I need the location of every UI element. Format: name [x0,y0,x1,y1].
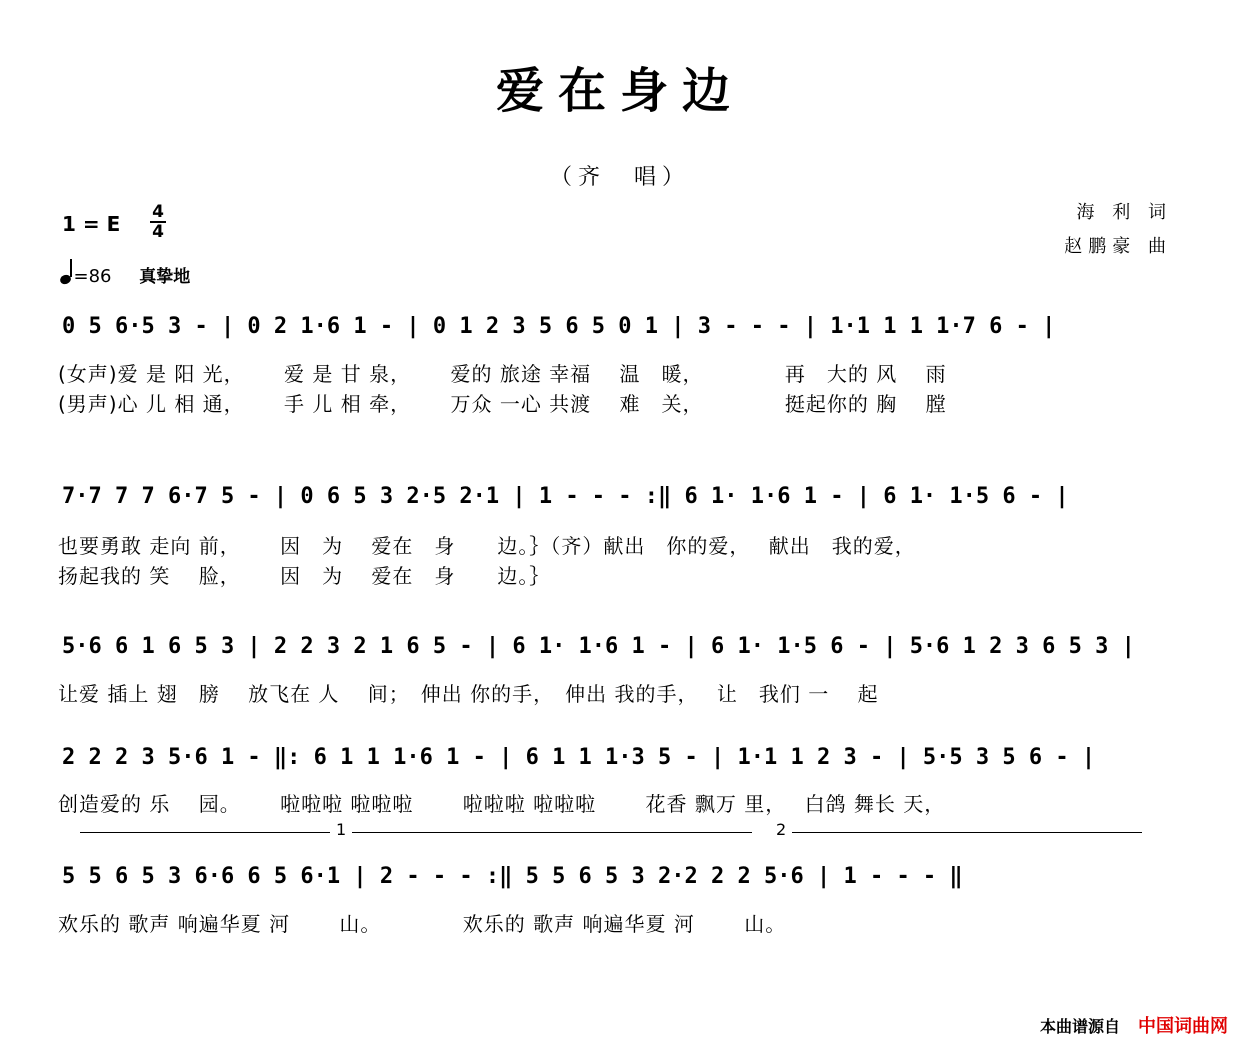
volta-2-label: 2 [776,820,787,839]
staff-4-notes: 2 2 2 3 5·6 1 - ‖: 6 1 1 1·6 1 - | 6 1 1 1·3 5 - | 1·1 1 2 3 - | 5·5 3 5 6 - | [62,745,1096,770]
expression-marking: 真挚地 [139,267,191,287]
staff-1-lyrics-verse-1: (女声)爱 是 阳 光， 爱 是 甘 泉， 爱的 旅途 幸福 温 暖， 再 大的 风 雨 [58,362,947,386]
song-title: 爱在身边 [495,63,744,119]
performance-mode: （齐 唱） [549,165,690,190]
site-name: 中国词曲网 [1138,1016,1228,1037]
staff-5-lyrics: 欢乐的 歌声 响遍华夏 河 山。 欢乐的 歌声 响遍华夏 河 山。 [58,912,787,936]
staff-1-lyrics-verse-2: (男声)心 儿 相 通， 手 儿 相 牵， 万众 一心 共渡 难 关， 挺起你的 胸 膛 [58,392,947,416]
staff-4-lyrics: 创造爱的 乐 园。 啦啦啦 啦啦啦 啦啦啦 啦啦啦 花香 飘万 里， 白鸽 舞长 天， [58,792,946,816]
staff-3-notes: 5·6 6 1 6 5 3 | 2 2 3 2 1 6 5 - | 6 1· 1·6 1 - | 6 1· 1·5 6 - | 5·6 1 2 3 6 5 3 | [62,634,1135,659]
tempo-value: =86 [73,266,112,287]
time-signature-bottom: 4 [152,222,164,242]
volta-1-label: 1 [336,820,347,839]
staff-2-lyrics-verse-2: 扬起我的 笑 脸， 因 为 爱在 身 边。｝ [58,564,551,588]
volta-line-2 [792,832,1142,833]
composer-credit: 赵鹏豪 曲 [1064,236,1172,257]
staff-2-lyrics-verse-1: 也要勇敢 走向 前， 因 为 爱在 身 边。｝（齐）献出 你的爱， 献出 我的爱， [58,534,916,558]
staff-2-notes: 7·7 7 7 6·7 5 - | 0 6 5 3 2·5 2·1 | 1 - - - :‖ 6 1· 1·6 1 - | 6 1· 1·5 6 - | [62,484,1069,509]
staff-5-notes: 5 5 6 5 3 6·6 6 5 6·1 | 2 - - - :‖ 5 5 6 5 3 2·2 2 2 5·6 | 1 - - - ‖ [62,864,963,889]
volta-line-1 [80,832,330,833]
time-signature-top: 4 [152,202,164,222]
tempo-marking [60,262,190,287]
lyricist-credit: 海 利 词 [1076,202,1172,223]
staff-1-notes: 0 5 6·5 3 - | 0 2 1·6 1 - | 0 1 2 3 5 6 5 0 1 | 3 - - - | 1·1 1 1 1·7 6 - | [62,314,1056,339]
time-signature [150,203,166,241]
key-signature: 1 = E [62,212,121,236]
source-note: 本曲谱源自 [1039,1017,1120,1036]
volta-line-1b [352,832,752,833]
staff-3-lyrics: 让爱 插上 翅 膀 放飞在 人 间； 伸出 你的手， 伸出 我的手， 让 我们 一 起 [58,682,879,706]
